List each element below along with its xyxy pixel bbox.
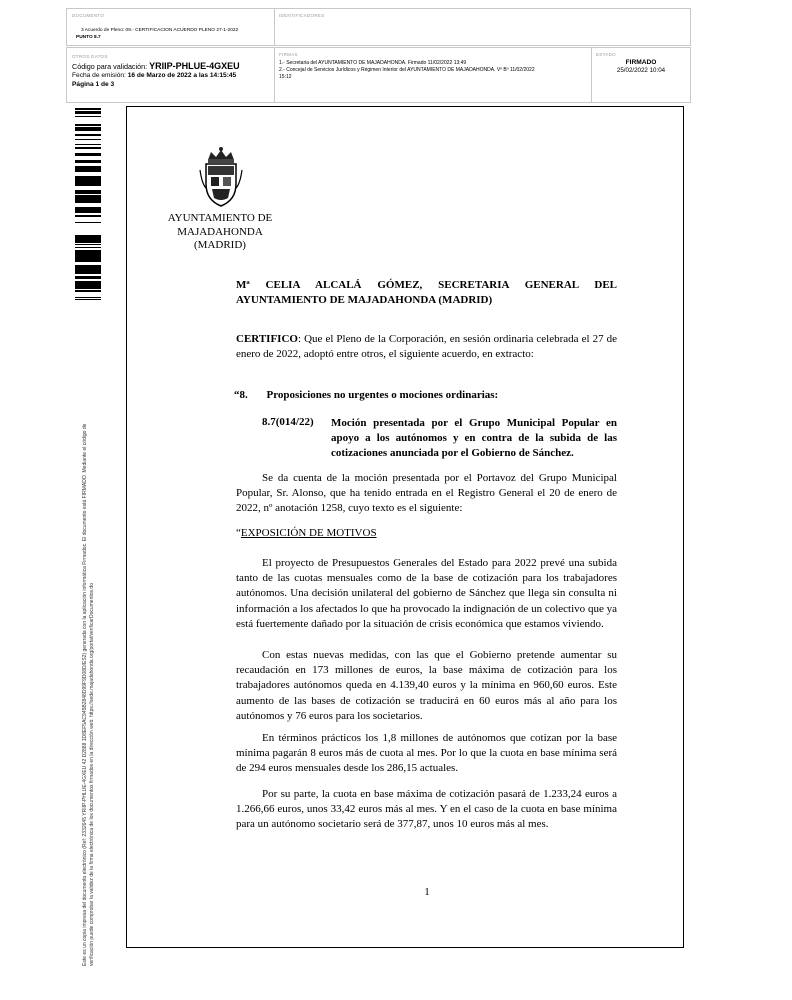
otros-datos-caption: OTROS DATOS <box>72 54 108 59</box>
exposicion-heading <box>236 527 377 539</box>
letterhead-line-1: AYUNTAMIENTO DE <box>167 212 273 224</box>
letterhead-line-3: (MADRID) <box>194 239 246 252</box>
certifico-text: : Que el Pleno de la Corporación, en sesión ordinaria celebrada el 27 de enero de 2022, adoptó entre otros, el siguiente acuerdo, en extracto: <box>236 333 617 361</box>
fecha-label: Fecha de emisión: <box>72 72 126 79</box>
otros-datos-box <box>66 47 275 103</box>
firmas-box <box>274 47 592 103</box>
barcode-graphic <box>75 108 101 300</box>
paragraph-presupuestos: El proyecto de Presupuestos Generales del Estado para 2022 prevé una subida tanto de las cuotas mensuales como de la base de cotización para los trabajadores autónomos. Una decisión unilateral del gobierno de Sánchez que llega sin consulta ni información a los afectados lo que ha provocado la indignación de un colectivo que ya está fuertemente dañado por la situación de crisis económica que estamos viviendo. <box>236 557 617 630</box>
verification-line-2: verificación puede comprobar la validez de la firma electrónica de los documentos firmados en la dirección web: https://sede.majadahonda.org/portal/verificarDocumentos.do <box>89 583 95 966</box>
estado-box <box>591 47 691 103</box>
page-number: 1 <box>424 886 430 898</box>
exposicion-title: EXPOSICIÓN DE MOTIVOS <box>240 527 377 539</box>
section-title: Proposiciones no urgentes o mociones ordinarias: <box>266 389 499 401</box>
certifico-label: CERTIFICO <box>236 333 298 345</box>
fecha-value: 16 de Marzo de 2022 a las 14:15:45 <box>127 72 237 79</box>
letterhead <box>150 212 290 253</box>
documento-text: 3 Acuerdo de Pleno: 08.- CERTIFICACION ACUERDO PLENO 27-1-2022 <box>81 28 239 33</box>
heading: Mª CELIA ALCALÁ GÓMEZ, SECRETARIA GENERAL DEL AYUNTAMIENTO DE MAJADAHONDA (MADRID) <box>236 279 617 307</box>
firma-3: 15:12 <box>279 74 292 80</box>
documento-punto: PUNTO 8.7 <box>76 35 101 40</box>
paragraph-medidas: Con estas nuevas medidas, con las que el Gobierno pretende aumentar su recaudación en 173 millones de euros, la base máxima de cotización para los trabajadores autónomos queda en 4.139,40 euros y la mínima en 960,60 euros. Este aumento de las bases de cotización se traducirá en 60 euros más al año para los autónomos y 76 euros para los societarios. <box>236 649 617 722</box>
identificadores-box <box>274 8 691 46</box>
codigo-value: YRIIP-PHLUE-4GXEU <box>149 61 240 71</box>
section-heading <box>234 389 498 401</box>
fecha-emision <box>72 72 236 79</box>
verification-sidebar <box>82 301 96 966</box>
exposicion-quote: “ <box>236 527 241 539</box>
firma-2: 2.- Concejal de Servicios Jurídicos y Régimen Interior del AYUNTAMIENTO DE MAJADAHONDA. Vº Bº 11/02/2022 <box>279 67 535 73</box>
paragraph-cuota-maxima: Por su parte, la cuota en base máxima de cotización pasará de 1.233,24 euros a 1.266,66 euros, unos 33,42 euros más al mes. Y en el caso de la cuota en base mínima para un autónomo societario será de 377,87, unos 10 euros más al mes. <box>236 788 617 831</box>
estado-caption: ESTADO <box>596 52 616 57</box>
item-number: 8.7(014/22) <box>262 416 314 428</box>
paragraph-intro: Se da cuenta de la moción presentada por el Portavoz del Grupo Municipal Popular, Sr. Alonso, que ha tenido entrada en el Registro General el 20 de enero de 2022, nº anotación 1258, cuyo texto es el siguiente: <box>236 472 617 515</box>
codigo-validacion <box>72 61 240 71</box>
paragraph-terminos: En términos prácticos los 1,8 millones de autónomos que cotizan por la base mínima pagarán 8 euros más de cuota al mes. Por lo que la cuota en base mínima será de 294 euros mensuales desde los 286,15 actuales. <box>236 732 617 775</box>
barcode <box>75 108 101 300</box>
pagina-count: Página 1 de 3 <box>72 81 115 88</box>
item-title: Moción presentada por el Grupo Municipal Popular en apoyo a los autónomos y en contra de la subida de las cotizaciones anunciada por el Gobierno de Sánchez. <box>331 417 617 460</box>
section-number: “8. <box>234 389 248 401</box>
documento-box <box>66 8 275 46</box>
certifico-paragraph <box>236 332 617 362</box>
coat-of-arms-graphic <box>198 144 244 208</box>
identificadores-caption: IDENTIFICADORES <box>279 13 325 18</box>
codigo-label: Código para validación: <box>72 62 148 71</box>
estado-value: FIRMADO <box>625 59 657 66</box>
firma-1: 1.- Secretaria del AYUNTAMIENTO DE MAJADAHONDA. Firmado 11/02/2022 13:49 <box>279 60 467 66</box>
documento-caption: DOCUMENTO <box>72 13 105 18</box>
coat-of-arms <box>198 144 244 208</box>
verification-line-1: Este es un copia impresa del documento electrónico (Ref: 2332645 YRIIP-PHLUE-4GXEU 42 D2888 1D8EF5AC945B2848D99F9D08D/ES2) generada con la aplicación informática Firmadoc. El documento está FIRMADO. Mediante el código de <box>82 423 88 966</box>
firmas-caption: FIRMAS <box>279 52 298 57</box>
estado-date: 25/02/2022 10:04 <box>616 67 666 74</box>
letterhead-line-2: MAJADAHONDA <box>177 225 263 238</box>
